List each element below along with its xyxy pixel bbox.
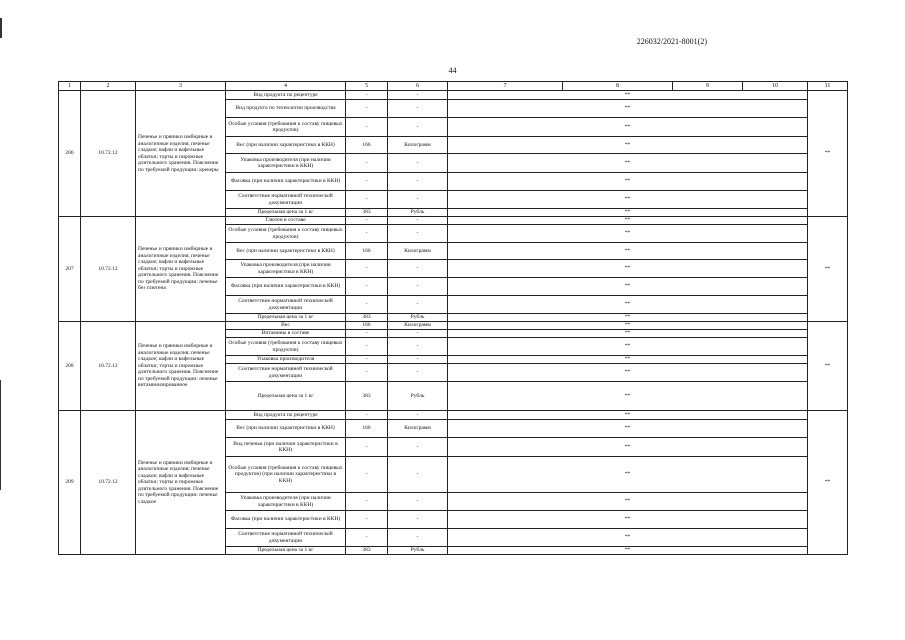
characteristic-name-cell: Предельная цена за 1 кг (226, 209, 346, 217)
unit-code-cell: - (346, 330, 388, 338)
column-header: 6 (388, 82, 448, 91)
characteristic-value-cell: ** (448, 191, 808, 209)
characteristic-name-cell: Вес (при наличии характеристики в ККН) (226, 137, 346, 154)
unit-name-cell: - (388, 191, 448, 209)
item-number-cell: 208 (59, 322, 81, 411)
characteristic-name-cell: Упаковка производителя (при наличии характеристики в ККН) (226, 493, 346, 511)
unit-code-cell: - (346, 100, 388, 118)
unit-code-cell: - (346, 217, 388, 225)
unit-name-cell: Рубль (388, 382, 448, 411)
unit-code-cell: 383 (346, 209, 388, 217)
unit-code-cell: - (346, 154, 388, 173)
unit-code-cell: - (346, 529, 388, 547)
characteristic-value-cell: ** (448, 330, 808, 338)
unit-name-cell: - (388, 438, 448, 457)
unit-code-cell: - (346, 411, 388, 420)
characteristic-name-cell: Вид продукта по рецептуре (226, 91, 346, 100)
characteristic-value-cell: ** (448, 322, 808, 330)
characteristic-value-cell: ** (448, 547, 808, 555)
unit-name-cell: Килограмм (388, 137, 448, 154)
characteristic-value-cell: ** (448, 356, 808, 364)
product-characteristics-table (58, 81, 848, 555)
unit-name-cell: - (388, 330, 448, 338)
unit-code-cell: 383 (346, 547, 388, 555)
characteristic-name-cell: Особые условия (требования к составу пищевых продуктов) (226, 118, 346, 137)
characteristic-value-cell: ** (448, 457, 808, 493)
table-row (59, 322, 848, 330)
product-description-cell: Печенье и пряники имбирные и аналогичные изделия; печенье сладкое; вафли и вафельные облатки; торты и пирожные длительного хранения. Пояснение по требуемой продукции: крекеры (136, 91, 226, 217)
unit-name-cell: - (388, 296, 448, 314)
characteristic-name-cell: Упаковка производителя (226, 356, 346, 364)
characteristic-value-cell: ** (448, 314, 808, 322)
unit-code-cell: - (346, 278, 388, 296)
unit-name-cell: - (388, 173, 448, 191)
unit-code-cell: 166 (346, 420, 388, 438)
characteristic-name-cell: Особые условия (требования к составу пищевых продуктов) (226, 338, 346, 356)
unit-name-cell: - (388, 100, 448, 118)
unit-name-cell: - (388, 356, 448, 364)
unit-name-cell: - (388, 364, 448, 382)
characteristic-name-cell: Особые условия (требования к составу пищевых продуктов) (226, 225, 346, 243)
column-11-cell: ** (808, 411, 848, 555)
product-description-cell: Печенье и пряники имбирные и аналогичные изделия; печенье сладкое; вафли и вафельные облатки; торты и пирожные длительного хранения. Пояснение по требуемой продукции: печенье без глютена (136, 217, 226, 322)
unit-code-cell: - (346, 225, 388, 243)
characteristic-name-cell: Упаковка производителя (при наличии характеристики в ККН) (226, 154, 346, 173)
unit-code-cell: 166 (346, 243, 388, 260)
characteristic-value-cell: ** (448, 260, 808, 278)
column-header: 11 (808, 82, 848, 91)
characteristic-name-cell: Вид продукта по технологии производства (226, 100, 346, 118)
characteristic-name-cell: Соответствие нормативной технической документации (226, 191, 346, 209)
characteristic-name-cell: Предельная цена за 1 кг (226, 314, 346, 322)
page-number: 44 (448, 66, 457, 75)
scan-edge-mark (0, 380, 1, 490)
column-header: 4 (226, 82, 346, 91)
unit-code-cell: - (346, 296, 388, 314)
unit-code-cell: - (346, 260, 388, 278)
unit-name-cell: - (388, 529, 448, 547)
characteristic-name-cell: Предельная цена за 1 кг (226, 547, 346, 555)
unit-name-cell: - (388, 260, 448, 278)
characteristic-name-cell: Особые условия (требования к составу пищевых продуктов) (при наличии характеристики в ККН) (226, 457, 346, 493)
characteristic-name-cell: Вид печенья (при наличии характеристики в ККН) (226, 438, 346, 457)
okpd-code-cell: 10.72.12 (81, 91, 136, 217)
characteristic-value-cell: ** (448, 154, 808, 173)
characteristic-value-cell: ** (448, 338, 808, 356)
characteristic-name-cell: Фасовка (при наличии характеристики в ККН) (226, 278, 346, 296)
unit-name-cell: - (388, 217, 448, 225)
characteristic-name-cell: Фасовка (при наличии характеристики в ККН) (226, 511, 346, 529)
header-row (59, 82, 848, 91)
characteristic-value-cell: ** (448, 225, 808, 243)
unit-name-cell: - (388, 154, 448, 173)
characteristic-name-cell: Вес (226, 322, 346, 330)
table-row (59, 411, 848, 420)
scan-edge-mark (0, 18, 2, 38)
unit-name-cell: Килограмм (388, 322, 448, 330)
characteristic-name-cell: Предельная цена за 1 кг (226, 382, 346, 411)
column-header: 9 (673, 82, 743, 91)
unit-name-cell: - (388, 118, 448, 137)
characteristic-name-cell: Вес (при наличии характеристики в ККН) (226, 420, 346, 438)
column-header: 8 (563, 82, 673, 91)
column-header: 3 (136, 82, 226, 91)
table-row (59, 217, 848, 225)
characteristic-value-cell: ** (448, 493, 808, 511)
product-description-cell: Печенье и пряники имбирные и аналогичные изделия; печенье сладкое; вафли и вафельные облатки; торты и пирожные длительного хранения. Пояснение по требуемой продукции: печенье витаминизированное (136, 322, 226, 411)
unit-name-cell: - (388, 411, 448, 420)
column-11-cell: ** (808, 322, 848, 411)
unit-code-cell: 383 (346, 314, 388, 322)
unit-name-cell: - (388, 493, 448, 511)
unit-name-cell: Рубль (388, 547, 448, 555)
table-body (59, 82, 848, 555)
column-header: 7 (448, 82, 563, 91)
unit-name-cell: - (388, 278, 448, 296)
characteristic-value-cell: ** (448, 420, 808, 438)
unit-name-cell: - (388, 91, 448, 100)
characteristic-name-cell: Фасовка (при наличии характеристики в ККН) (226, 173, 346, 191)
characteristic-value-cell: ** (448, 382, 808, 411)
unit-name-cell: Рубль (388, 209, 448, 217)
characteristic-value-cell: ** (448, 243, 808, 260)
characteristic-value-cell: ** (448, 296, 808, 314)
unit-code-cell: - (346, 438, 388, 457)
characteristic-name-cell: Вид продукта по рецептуре (226, 411, 346, 420)
characteristic-value-cell: ** (448, 217, 808, 225)
table-row (59, 91, 848, 100)
characteristic-value-cell: ** (448, 364, 808, 382)
unit-name-cell: - (388, 225, 448, 243)
unit-code-cell: 383 (346, 382, 388, 411)
column-11-cell: ** (808, 91, 848, 217)
column-header: 2 (81, 82, 136, 91)
unit-code-cell: - (346, 457, 388, 493)
unit-code-cell: - (346, 493, 388, 511)
unit-code-cell: - (346, 91, 388, 100)
column-11-cell: ** (808, 217, 848, 322)
unit-name-cell: Килограмм (388, 420, 448, 438)
characteristic-value-cell: ** (448, 511, 808, 529)
characteristic-value-cell: ** (448, 91, 808, 100)
column-header: 10 (743, 82, 808, 91)
characteristic-value-cell: ** (448, 209, 808, 217)
unit-name-cell: - (388, 457, 448, 493)
item-number-cell: 207 (59, 217, 81, 322)
item-number-cell: 206 (59, 91, 81, 217)
unit-name-cell: - (388, 338, 448, 356)
unit-code-cell: - (346, 511, 388, 529)
characteristic-value-cell: ** (448, 173, 808, 191)
unit-code-cell: - (346, 191, 388, 209)
unit-code-cell: - (346, 356, 388, 364)
characteristic-value-cell: ** (448, 137, 808, 154)
okpd-code-cell: 10.72.12 (81, 217, 136, 322)
okpd-code-cell: 10.72.12 (81, 411, 136, 555)
item-number-cell: 209 (59, 411, 81, 555)
okpd-code-cell: 10.72.12 (81, 322, 136, 411)
characteristic-name-cell: Соответствие нормативной технической документации (226, 529, 346, 547)
characteristic-value-cell: ** (448, 529, 808, 547)
unit-code-cell: 166 (346, 137, 388, 154)
characteristic-value-cell: ** (448, 411, 808, 420)
document-number: 226032/2021-8001(2) (636, 37, 707, 46)
unit-name-cell: Килограмм (388, 243, 448, 260)
characteristic-value-cell: ** (448, 438, 808, 457)
column-header: 5 (346, 82, 388, 91)
characteristic-value-cell: ** (448, 278, 808, 296)
column-header: 1 (59, 82, 81, 91)
unit-code-cell: - (346, 338, 388, 356)
characteristic-name-cell: Упаковка производителя (при наличии характеристики в ККН) (226, 260, 346, 278)
unit-name-cell: Рубль (388, 314, 448, 322)
characteristic-name-cell: Соответствие нормативной технической документации (226, 364, 346, 382)
unit-code-cell: 166 (346, 322, 388, 330)
unit-code-cell: - (346, 173, 388, 191)
characteristic-value-cell: ** (448, 118, 808, 137)
characteristic-name-cell: Вес (при наличии характеристики в ККН) (226, 243, 346, 260)
unit-code-cell: - (346, 118, 388, 137)
characteristic-name-cell: Соответствие нормативной технической документации (226, 296, 346, 314)
unit-code-cell: - (346, 364, 388, 382)
unit-name-cell: - (388, 511, 448, 529)
characteristic-value-cell: ** (448, 100, 808, 118)
product-description-cell: Печенье и пряники имбирные и аналогичные изделия; печенье сладкое; вафли и вафельные облатки; торты и пирожные длительного хранения. Пояснение по требуемой продукции: печенье сладкое (136, 411, 226, 555)
characteristic-name-cell: Глютен в составе (226, 217, 346, 225)
characteristic-name-cell: Витамины в составе (226, 330, 346, 338)
